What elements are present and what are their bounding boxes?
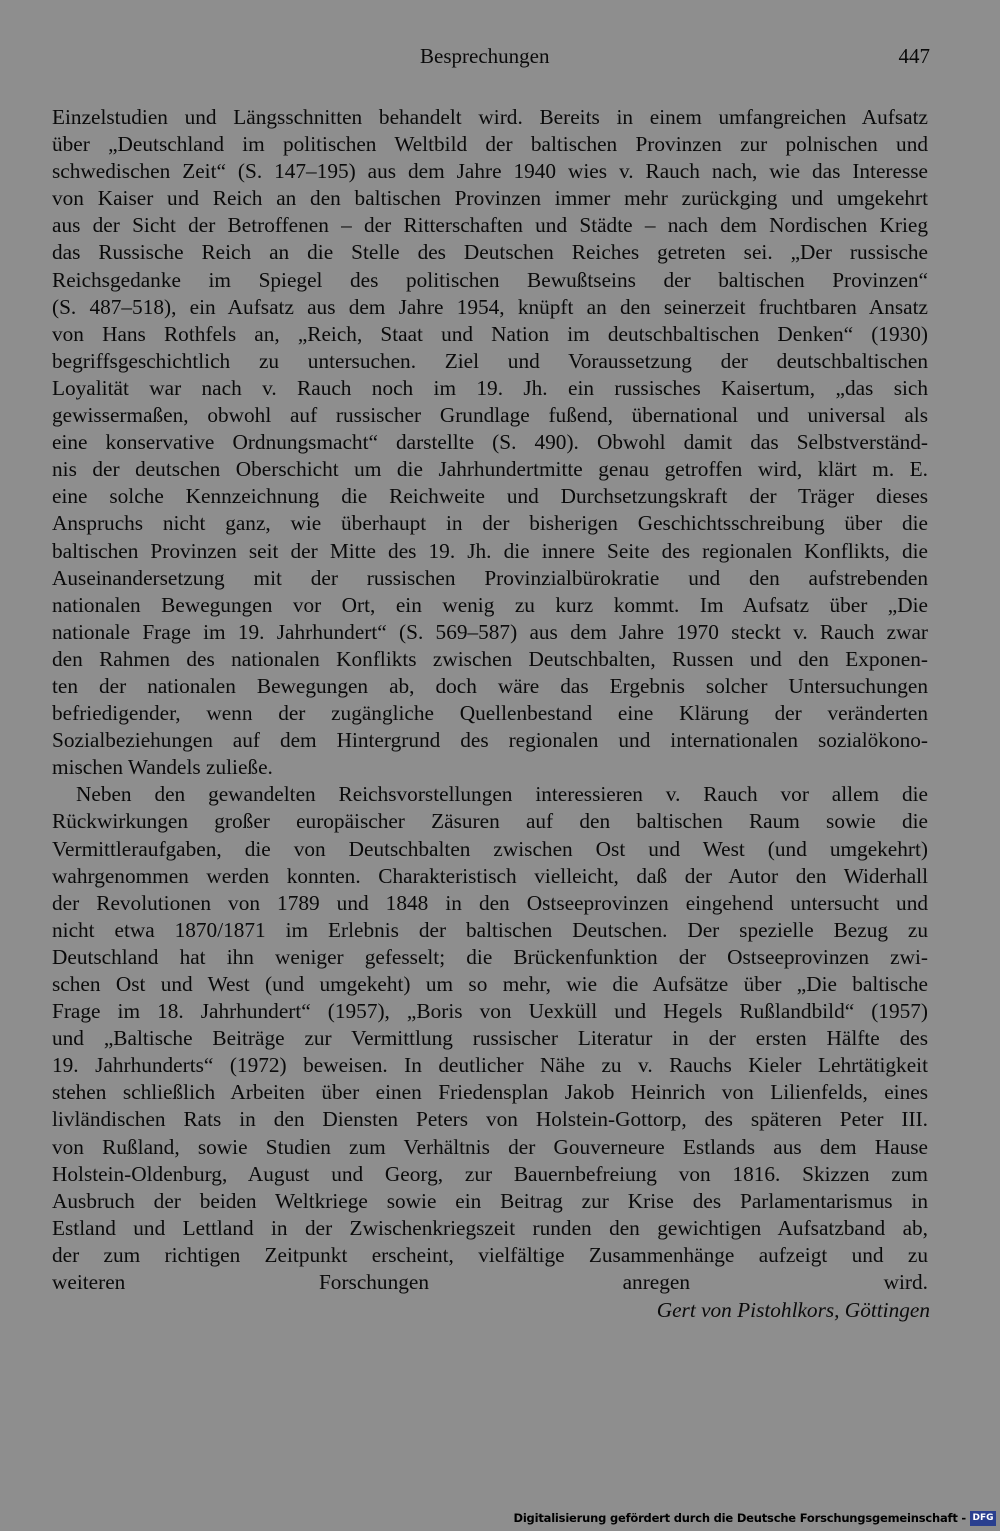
text-line: ten der nationalen Bewegungen ab, doch wäre das Ergebnis solcher Untersuchungen	[52, 673, 928, 698]
text-line: nationalen Bewegungen vor Ort, ein wenig zu kurz kommt. Im Aufsatz über „Die	[52, 592, 928, 617]
text-line: Neben den gewandelten Reichsvorstellungen interessieren v. Rauch vor allem die	[76, 782, 928, 807]
dfg-logo: DFG	[970, 1511, 996, 1526]
text-line: Deutschland hat ihn weniger gefesselt; die Brückenfunktion der Ostseeprovinzen zwi-	[52, 944, 928, 969]
text-line: Frage im 18. Jahrhundert“ (1957), „Boris von Uexküll und Hegels Rußlandbild“ (1957)	[52, 999, 928, 1024]
text-line: 19. Jahrhunderts“ (1972) beweisen. In deutlicher Nähe zu v. Rauchs Kieler Lehrtätigkeit	[52, 1053, 928, 1078]
text-line: von Rußland, sowie Studien zum Verhältnis der Gouverneure Estlands aus dem Hause	[52, 1134, 928, 1159]
page-number: 447	[898, 44, 930, 68]
digitization-footer	[513, 1508, 996, 1528]
text-line: nicht etwa 1870/1871 im Erlebnis der baltischen Deutschen. Der spezielle Bezug zu	[52, 917, 928, 942]
text-line: eine solche Kennzeichnung die Reichweite und Durchsetzungskraft der Träger dieses	[52, 484, 928, 509]
text-line: baltischen Provinzen seit der Mitte des 19. Jh. die innere Seite des regionalen Konflikts, die	[52, 538, 928, 563]
running-head: Besprechungen	[420, 44, 550, 68]
text-line: Holstein-Oldenburg, August und Georg, zur Bauernbefreiung von 1816. Skizzen zum	[52, 1161, 928, 1186]
page-header	[0, 44, 1000, 76]
text-line: und „Baltische Beiträge zur Vermittlung russischer Literatur in der ersten Hälfte des	[52, 1026, 928, 1051]
author-signature: Gert von Pistohlkors, Göttingen	[656, 1298, 930, 1322]
text-line: Loyalität war nach v. Rauch noch im 19. Jh. ein russisches Kaisertum, „das sich	[52, 375, 928, 400]
text-line: der Revolutionen von 1789 und 1848 in den Ostseeprovinzen eingehend untersucht und	[52, 890, 928, 915]
text-line: Rückwirkungen großer europäischer Zäsuren auf den baltischen Raum sowie die	[52, 809, 928, 834]
text-line: wahrgenommen werden konnten. Charakteristisch vielleicht, daß der Autor den Widerhall	[52, 863, 928, 888]
text-line: Sozialbeziehungen auf dem Hintergrund des regionalen und internationalen sozialökono-	[52, 728, 928, 753]
text-line: den Rahmen des nationalen Konflikts zwischen Deutschbalten, Russen und den Exponen-	[52, 646, 928, 671]
footer-credit: Digitalisierung gefördert durch die Deutsche Forschungsgemeinschaft -	[513, 1511, 966, 1525]
text-line: Vermittleraufgaben, die von Deutschbalten zwischen Ost und West (und umgekehrt)	[52, 836, 928, 861]
text-line: Ausbruch der beiden Weltkriege sowie ein Beitrag zur Krise des Parlamentarismus in	[52, 1188, 928, 1213]
text-line: nationale Frage im 19. Jahrhundert“ (S. 569–587) aus dem Jahre 1970 steckt v. Rauch zwar	[52, 619, 928, 644]
text-line: schwedischen Zeit“ (S. 147–195) aus dem Jahre 1940 wies v. Rauch nach, wie das Interesse	[52, 159, 928, 184]
text-line: Reichsgedanke im Spiegel des politischen Bewußtseins der baltischen Provinzen“	[52, 267, 928, 292]
text-line: gewissermaßen, obwohl auf russischer Grundlage fußend, übernational und universal als	[52, 403, 928, 428]
text-line: eine konservative Ordnungsmacht“ darstellte (S. 490). Obwohl damit das Selbstverständ-	[52, 430, 928, 455]
text-line: schen Ost und West (und umgekeht) um so mehr, wie die Aufsätze über „Die baltische	[52, 972, 928, 996]
text-line: das Russische Reich an die Stelle des Deutschen Reiches getreten sei. „Der russische	[52, 240, 928, 265]
text-line: livländischen Rats in den Diensten Peters von Holstein-Gottorp, des späteren Peter III.	[52, 1107, 928, 1132]
text-line: nis der deutschen Oberschicht um die Jahrhundertmitte genau getroffen wird, klärt m. E.	[52, 457, 928, 482]
text-line: befriedigender, wenn der zugängliche Quellenbestand eine Klärung der veränderten	[52, 701, 928, 726]
article-body	[52, 104, 928, 1296]
text-line: über „Deutschland im politischen Weltbild der baltischen Provinzen zur polnischen und	[52, 132, 928, 157]
text-line: von Kaiser und Reich an den baltischen Provinzen immer mehr zurückging und umgekehrt	[52, 186, 928, 211]
text-line: (S. 487–518), ein Aufsatz aus dem Jahre 1954, knüpft an den seinerzeit fruchtbaren Ansatz	[52, 294, 928, 319]
text-line: aus der Sicht der Betroffenen – der Ritterschaften und Städte – nach dem Nordischen Krieg	[52, 213, 928, 238]
text-line: mischen Wandels zuließe.	[52, 755, 273, 780]
text-line: der zum richtigen Zeitpunkt erscheint, vielfältige Zusammenhänge aufzeigt und zu	[52, 1242, 928, 1267]
text-line: Auseinandersetzung mit der russischen Provinzialbürokratie und den aufstrebenden	[52, 565, 928, 590]
text-line: Anspruchs nicht ganz, wie überhaupt in der bisherigen Geschichtsschreibung über die	[52, 511, 928, 536]
text-line: begriffsgeschichtlich zu untersuchen. Ziel und Voraussetzung der deutschbaltischen	[52, 348, 928, 373]
text-line: Estland und Lettland in der Zwischenkriegszeit runden den gewichtigen Aufsatzband ab,	[52, 1215, 928, 1240]
text-line: von Hans Rothfels an, „Reich, Staat und Nation im deutschbaltischen Denken“ (1930)	[52, 321, 928, 346]
text-line: Einzelstudien und Längsschnitten behandelt wird. Bereits in einem umfangreichen Aufsatz	[52, 105, 928, 129]
text-line: stehen schließlich Arbeiten über einen Friedensplan Jakob Heinrich von Lilienfelds, eines	[52, 1080, 928, 1105]
text-line: weiteren Forschungen anregen wird.	[52, 1270, 928, 1295]
